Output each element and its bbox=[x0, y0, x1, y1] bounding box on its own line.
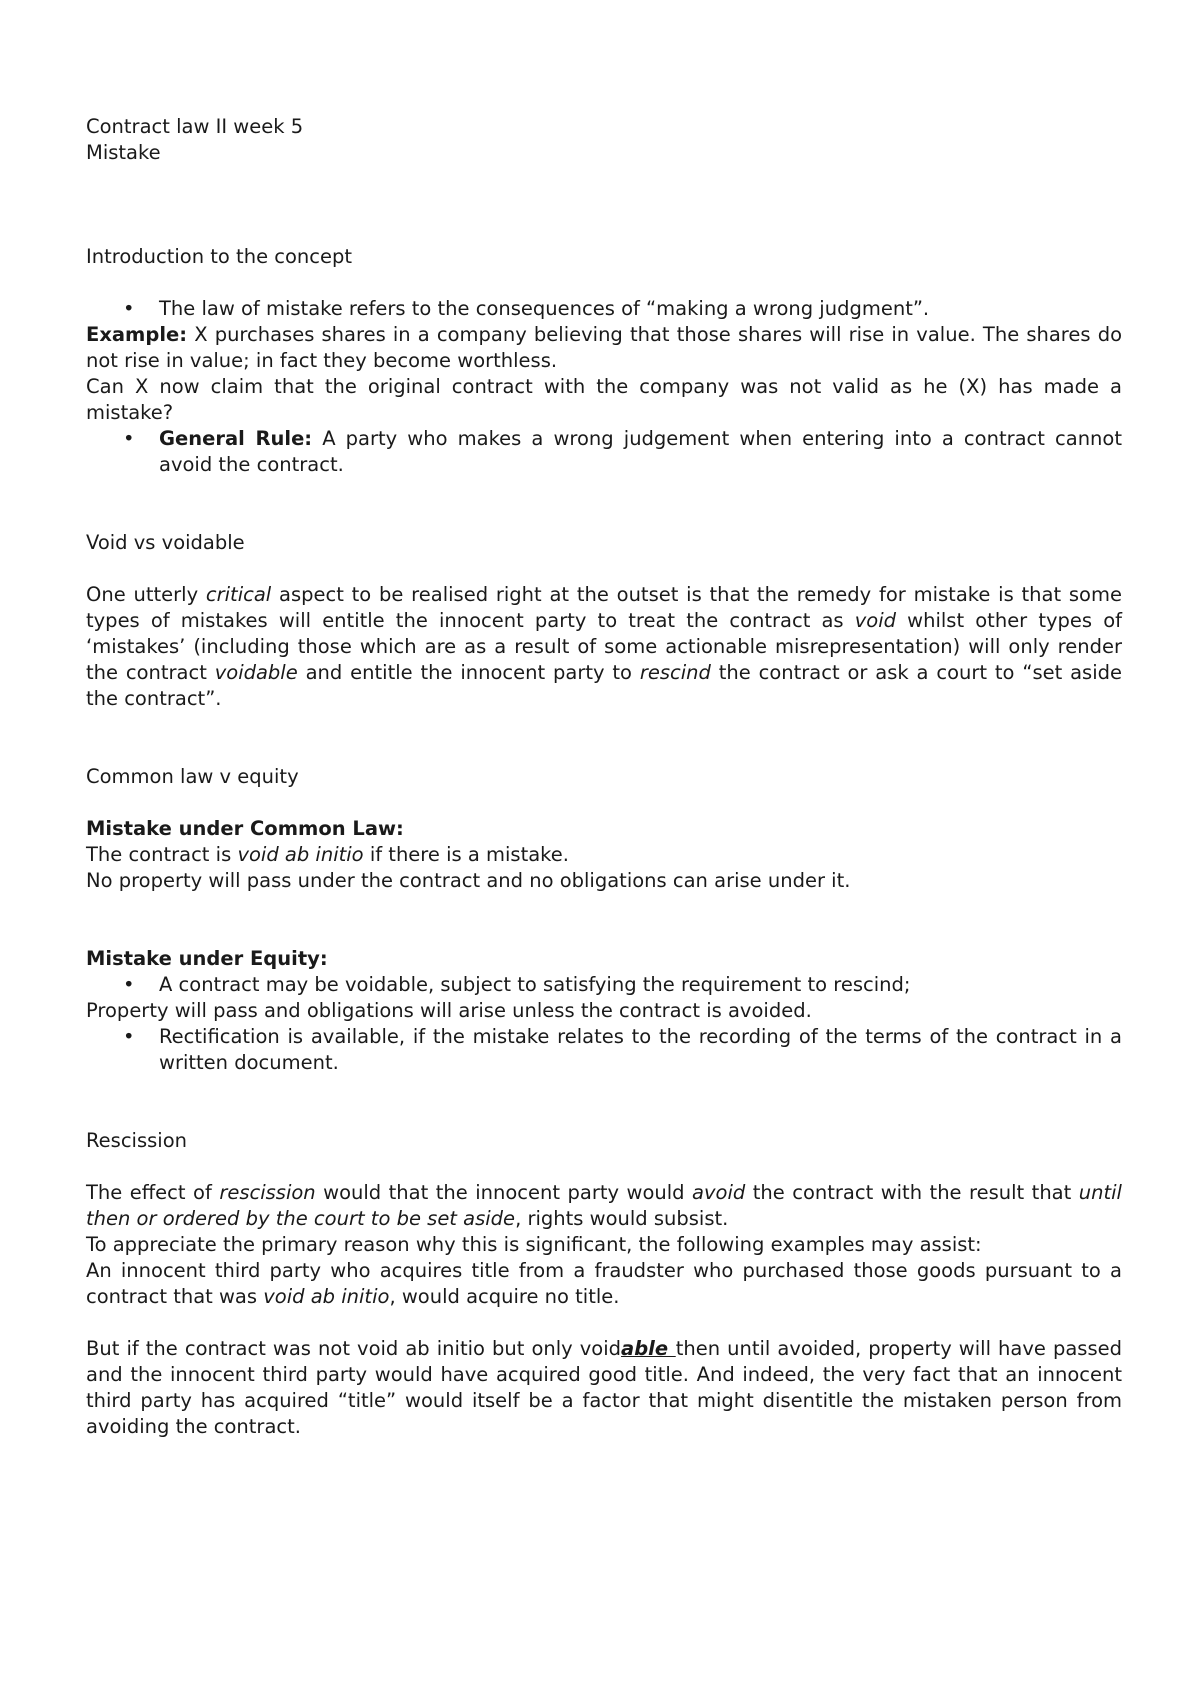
example-paragraph bbox=[86, 322, 1122, 374]
text-run-italic: until then or ordered by the court to be set aside bbox=[86, 1181, 1122, 1230]
document-page bbox=[86, 114, 1122, 1440]
text-run-italic: rescission bbox=[219, 1181, 316, 1204]
text-run: But if the contract was not void ab initio but only void bbox=[86, 1337, 622, 1360]
list-item-text: A contract may be voidable, subject to satisfying the requirement to rescind; bbox=[159, 973, 911, 996]
text-run: An innocent third party who acquires title from a fraudster who purchased those goods pursuant to a contract that was bbox=[86, 1259, 1122, 1308]
bullet-list bbox=[86, 972, 1122, 998]
spacer bbox=[86, 712, 1122, 764]
rule-label: General Rule: bbox=[159, 427, 313, 450]
text-run: , would acquire no title. bbox=[389, 1285, 620, 1308]
bullet-icon: • bbox=[123, 1025, 135, 1048]
section-heading-intro: Introduction to the concept bbox=[86, 245, 353, 268]
bullet-icon: • bbox=[123, 427, 135, 450]
spacer bbox=[86, 1076, 1122, 1128]
list-item bbox=[86, 426, 1122, 478]
spacer bbox=[86, 1154, 1122, 1180]
spacer bbox=[86, 1310, 1122, 1336]
list-item-text: The law of mistake refers to the consequences of “making a wrong judgment”. bbox=[159, 297, 930, 320]
equity-line: Property will pass and obligations will arise unless the contract is avoided. bbox=[86, 999, 812, 1022]
list-item-text: Rectification is available, if the mistake relates to the recording of the terms of the contract in a written document. bbox=[159, 1025, 1122, 1074]
rescission-paragraph-2: To appreciate the primary reason why this is significant, the following examples may assist: bbox=[86, 1233, 982, 1256]
bold-label: Mistake under Equity: bbox=[86, 947, 328, 970]
example-text: X purchases shares in a company believing that those shares will rise in value. The shares do not rise in value; in fact they become worthless. bbox=[86, 323, 1122, 372]
rescission-paragraph-4 bbox=[86, 1336, 1122, 1440]
text-run-italic: void ab initio bbox=[237, 843, 364, 866]
equity-label bbox=[86, 946, 1122, 972]
list-item bbox=[86, 1024, 1122, 1076]
question-paragraph: Can X now claim that the original contract with the company was not valid as he (X) has made a mistake? bbox=[86, 375, 1122, 424]
text-run-italic: rescind bbox=[639, 661, 711, 684]
text-run: The contract is bbox=[86, 843, 238, 866]
text-run-italic: critical bbox=[205, 583, 272, 606]
document-subtitle: Mistake bbox=[86, 141, 161, 164]
text-run: One utterly bbox=[86, 583, 206, 606]
bullet-list bbox=[86, 1024, 1122, 1076]
text-run: aspect to be realised right at the outset is that the remedy for mistake is that some types of mistakes will entitle the innocent party to treat the contract as bbox=[86, 583, 1122, 632]
bullet-list bbox=[86, 296, 1122, 322]
common-law-line-1 bbox=[86, 842, 1122, 868]
list-item bbox=[86, 972, 1122, 998]
rule-text: A party who makes a wrong judgement when entering into a contract cannot avoid the contract. bbox=[159, 427, 1122, 476]
text-run: the contract or ask a court to “set aside the contract”. bbox=[86, 661, 1123, 710]
example-label: Example: bbox=[86, 323, 188, 346]
text-run: whilst other types of ‘mistakes’ (including those which are as a result of some actionable misrepresentation) will only render the contract bbox=[86, 609, 1122, 684]
text-run-italic: void ab initio bbox=[263, 1285, 390, 1308]
text-run-italic: voidable bbox=[214, 661, 298, 684]
section-heading-common: Common law v equity bbox=[86, 765, 299, 788]
text-run: The effect of bbox=[86, 1181, 220, 1204]
bold-label: Mistake under Common Law: bbox=[86, 817, 404, 840]
common-law-label bbox=[86, 816, 1122, 842]
text-run: the contract with the result that bbox=[745, 1181, 1079, 1204]
text-run: if there is a mistake. bbox=[363, 843, 569, 866]
document-title: Contract law II week 5 bbox=[86, 115, 304, 138]
section-heading-void: Void vs voidable bbox=[86, 531, 245, 554]
spacer bbox=[86, 166, 1122, 244]
bullet-icon: • bbox=[123, 973, 135, 996]
text-run-italic: avoid bbox=[692, 1181, 746, 1204]
rescission-paragraph-3 bbox=[86, 1258, 1122, 1310]
text-run-bold-italic-underline: able bbox=[621, 1337, 676, 1360]
common-law-line-2: No property will pass under the contract and no obligations can arise under it. bbox=[86, 869, 851, 892]
text-run-italic: void bbox=[854, 609, 897, 632]
section-heading-rescission: Rescission bbox=[86, 1129, 187, 1152]
spacer bbox=[86, 790, 1122, 816]
bullet-icon: • bbox=[123, 297, 135, 320]
bullet-list bbox=[86, 426, 1122, 478]
rescission-paragraph-1 bbox=[86, 1180, 1122, 1232]
text-run: , rights would subsist. bbox=[515, 1207, 729, 1230]
spacer bbox=[86, 478, 1122, 530]
spacer bbox=[86, 556, 1122, 582]
text-run: then until avoided, property will have passed and the innocent third party would have acquired good title. And indeed, the very fact that an innocent third party has acquired “title” would itself be a factor that might disentitle the mistaken person from avoiding the contract. bbox=[86, 1337, 1122, 1438]
list-item bbox=[86, 296, 1122, 322]
text-run: and entitle the innocent party to bbox=[297, 661, 640, 684]
void-paragraph bbox=[86, 582, 1122, 712]
text-run: would that the innocent party would bbox=[315, 1181, 693, 1204]
spacer bbox=[86, 270, 1122, 296]
spacer bbox=[86, 894, 1122, 946]
